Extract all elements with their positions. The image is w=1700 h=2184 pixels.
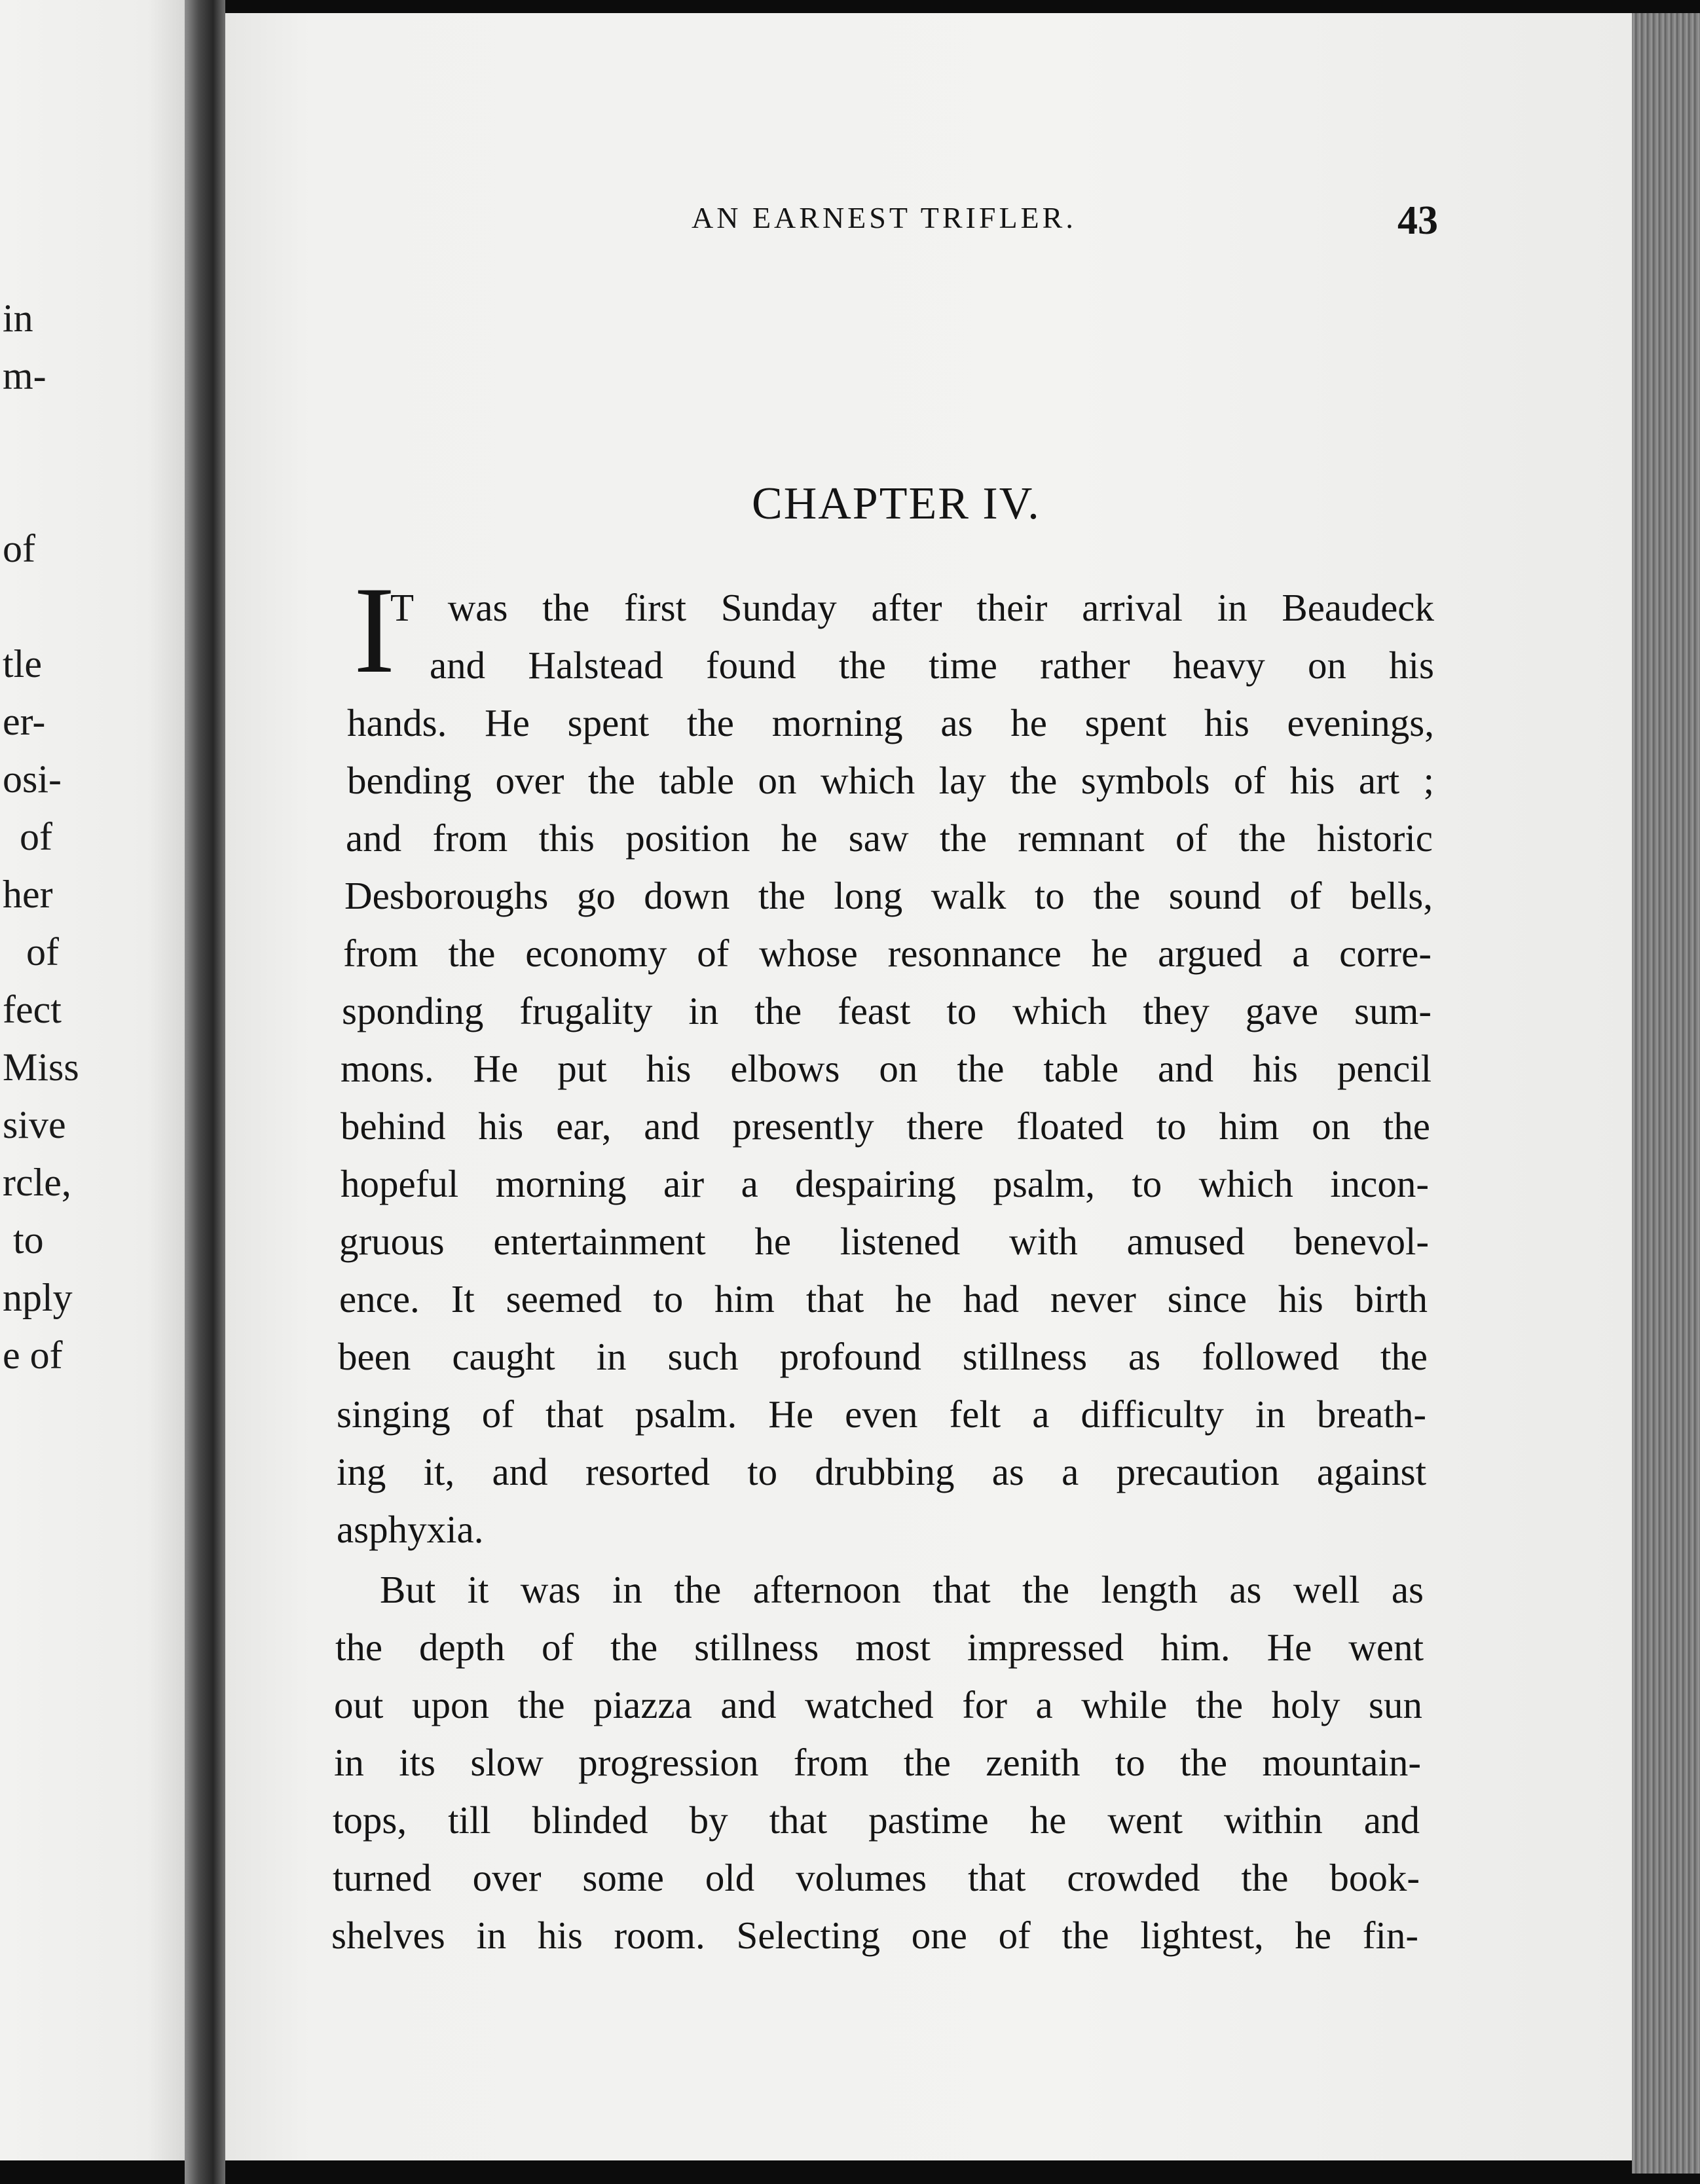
left-page-fragment: of xyxy=(26,930,59,974)
left-page-fragment: osi- xyxy=(3,757,62,801)
left-page-fragment: in xyxy=(3,297,33,340)
page-edges xyxy=(1632,13,1700,2174)
text-line: hopeful morning air a despairing psalm, to which incon- xyxy=(341,1162,1429,1205)
text-line: asphyxia. xyxy=(337,1508,484,1551)
left-page-fragment: to xyxy=(13,1218,44,1262)
text-line: But it was in the afternoon that the length as well as xyxy=(380,1568,1424,1611)
text-line: out upon the piazza and watched for a while the holy sun xyxy=(334,1683,1422,1726)
left-page-fragment: nply xyxy=(3,1276,73,1319)
text-line: ence. It seemed to him that he had never since his birth xyxy=(339,1277,1428,1320)
text-line: T was the first Sunday after their arrival in Beaudeck xyxy=(390,586,1434,629)
left-page-fragment: e of xyxy=(3,1334,63,1377)
left-page-fragment: er- xyxy=(3,700,46,743)
text-line: the depth of the stillness most impressed him. He went xyxy=(335,1626,1424,1669)
text-line: Desboroughs go down the long walk to the sound of bells, xyxy=(344,874,1433,917)
left-page-fragment: of xyxy=(20,815,52,858)
text-line: shelves in his room. Selecting one of the lightest, he fin- xyxy=(331,1914,1418,1957)
running-head: AN EARNEST TRIFLER. xyxy=(692,201,1077,234)
book-gutter xyxy=(185,0,225,2184)
text-line: behind his ear, and presently there floated to him on the xyxy=(341,1104,1430,1148)
text-line: bending over the table on which lay the symbols of his art ; xyxy=(347,759,1434,802)
text-line: tops, till blinded by that pastime he went within and xyxy=(333,1798,1420,1842)
text-line: in its slow progression from the zenith to the mountain- xyxy=(334,1741,1421,1784)
text-line: turned over some old volumes that crowded the book- xyxy=(333,1856,1420,1899)
text-line: sponding frugality in the feast to which they gave sum- xyxy=(342,989,1432,1032)
text-line: from the economy of whose resonnance he argued a corre- xyxy=(343,932,1432,975)
left-page-fragment: of xyxy=(3,527,35,570)
left-page-fragment: Miss xyxy=(3,1046,79,1089)
left-page-fragment: rcle, xyxy=(3,1161,71,1204)
text-line: and Halstead found the time rather heavy on his xyxy=(430,644,1434,687)
text-line: and from this position he saw the remnant of the historic xyxy=(346,816,1433,860)
text-line: ing it, and resorted to drubbing as a precaution against xyxy=(337,1450,1426,1493)
text-line: singing of that psalm. He even felt a difficulty in breath- xyxy=(337,1392,1426,1436)
text-line: mons. He put his elbows on the table and his pencil xyxy=(341,1047,1432,1090)
text-line: been caught in such profound stillness as followed the xyxy=(338,1335,1428,1378)
left-page xyxy=(0,0,185,2160)
left-page-fragment: m- xyxy=(3,354,46,397)
text-line: gruous entertainment he listened with amused benevol- xyxy=(339,1220,1429,1263)
left-page-fragment: sive xyxy=(3,1103,66,1146)
left-page-fragment: fect xyxy=(3,988,62,1031)
drop-cap: I xyxy=(354,562,396,699)
page-number: 43 xyxy=(1397,198,1438,243)
left-page-fragment: tle xyxy=(3,642,42,685)
chapter-title: CHAPTER IV. xyxy=(752,479,1041,529)
text-line: hands. He spent the morning as he spent his evenings, xyxy=(347,701,1434,744)
left-page-fragment: her xyxy=(3,873,53,916)
